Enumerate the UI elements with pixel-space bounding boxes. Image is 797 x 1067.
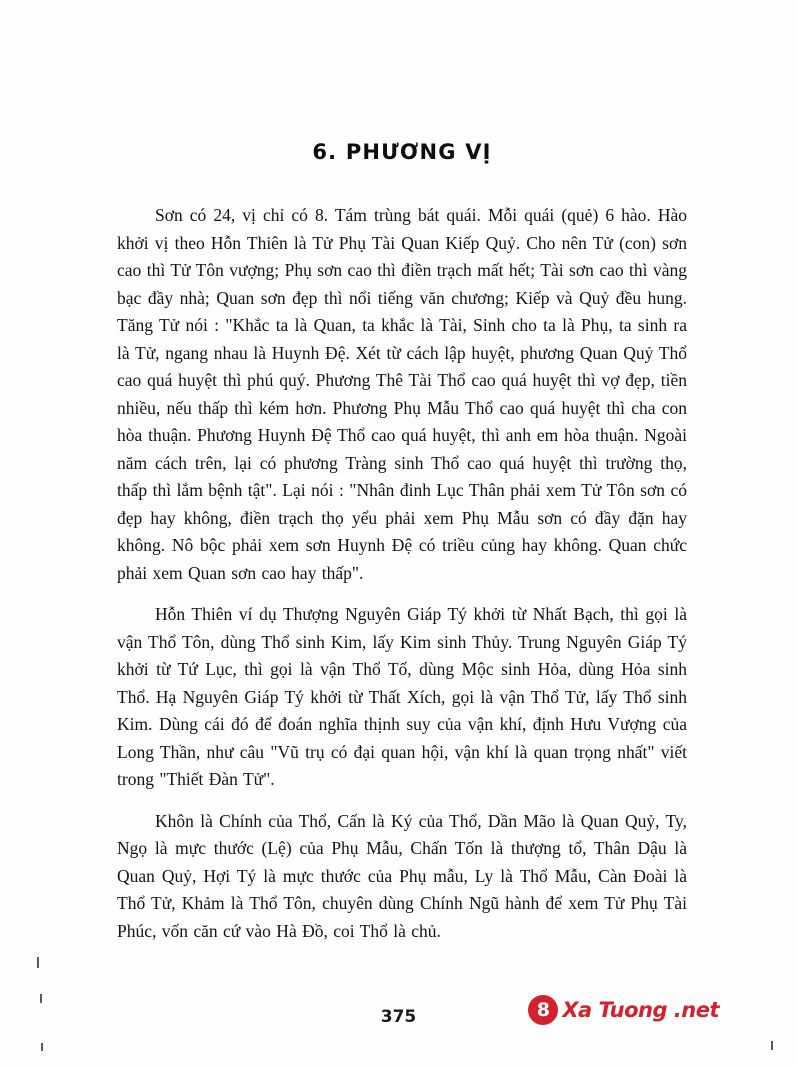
scan-edge-mark: [771, 1041, 773, 1050]
body-paragraph: Khôn là Chính của Thổ, Cấn là Ký của Thổ, Dần Mão là Quan Quỷ, Ty, Ngọ là mực thước (Lệ) của Phụ Mẫu, Chấn Tốn là thượng tổ, Thân Dậu là Quan Quỷ, Hợi Tý là mực thước của Phụ mẫu, Ly là Thổ Mẫu, Càn Đoài là Thổ Tử, Khảm là Thổ Tôn, chuyên dùng Chính Ngũ hành để xem Tử Phụ Tài Phúc, vốn căn cứ vào Hà Đồ, coi Thổ là chủ.: [117, 810, 687, 941]
body-paragraph: Hỗn Thiên ví dụ Thượng Nguyên Giáp Tý khởi từ Nhất Bạch, thì gọi là vận Thổ Tôn, dùng Thổ sinh Kim, lấy Kim sinh Thủy. Trung Nguyên Giáp Tý khởi từ Tứ Lục, thì gọi là vận Thổ Tố, dùng Mộc sinh Hỏa, dùng Hỏa sinh Thổ. Hạ Nguyên Giáp Tý khởi từ Thất Xích, gọi là vận Thổ Tử, lấy Thổ sinh Kim. Dùng cái đó để đoán nghĩa thịnh suy của vận khí, định Hưu Vượng của Long Thần, như câu "Vũ trụ có đại quan hội, vận khí là quan trọng nhất" viết trong "Thiết Đàn Tử".: [117, 604, 687, 789]
scan-edge-mark: [40, 994, 42, 1003]
watermark: [528, 995, 719, 1025]
scan-edge-mark: [37, 957, 39, 968]
scan-edge-mark: [41, 1043, 43, 1051]
watermark-badge-icon: 8: [528, 995, 558, 1025]
page-title: 6. PHƯƠNG VỊ: [312, 140, 492, 164]
page-footer: [0, 995, 797, 1045]
page-body: [117, 140, 687, 945]
page-number: 375: [380, 1007, 417, 1027]
body-paragraph: Sơn có 24, vị chỉ có 8. Tám trùng bát quái. Mỗi quái (quẻ) 6 hào. Hào khởi vị theo Hỗn Thiên là Tử Phụ Tài Quan Kiếp Quỷ. Cho nên Tử (con) sơn cao thì Tử Tôn vượng; Phụ sơn cao thì điền trạch mất hết; Tài sơn cao thì vàng bạc đầy nhà; Quan sơn đẹp thì nổi tiếng văn chương; Kiếp và Quỷ đều hung. Tăng Tử nói : "Khắc ta là Quan, ta khắc là Tài, Sinh cho ta là Phụ, ta sinh ra là Tử, ngang nhau là Huynh Đệ. Xét từ cách lập huyệt, phương Quan Quỷ Thổ cao quá huyệt thì phú quý. Phương Thê Tài Thổ cao quá huyệt thì vợ đẹp, tiền nhiều, nếu thấp thì kém hơn. Phương Phụ Mẫu Thổ cao quá huyệt thì cha con hòa thuận. Phương Huynh Đệ Thổ cao quá huyệt, thì anh em hòa thuận. Ngoài năm cách trên, lại có phương Tràng sinh Thổ cao quá huyệt thì trường thọ, thấp thì lắm bệnh tật". Lại nói : "Nhân đinh Lục Thân phải xem Tử Tôn sơn có đẹp hay không, điền trạch thọ yểu phải xem Phụ Mẫu sơn có đầy đặn hay không. Nô bộc phải xem sơn Huynh Đệ có triều củng hay không. Quan chức phải xem Quan sơn cao hay thấp".: [117, 205, 687, 583]
watermark-text: Xa Tuong .net: [562, 998, 719, 1022]
